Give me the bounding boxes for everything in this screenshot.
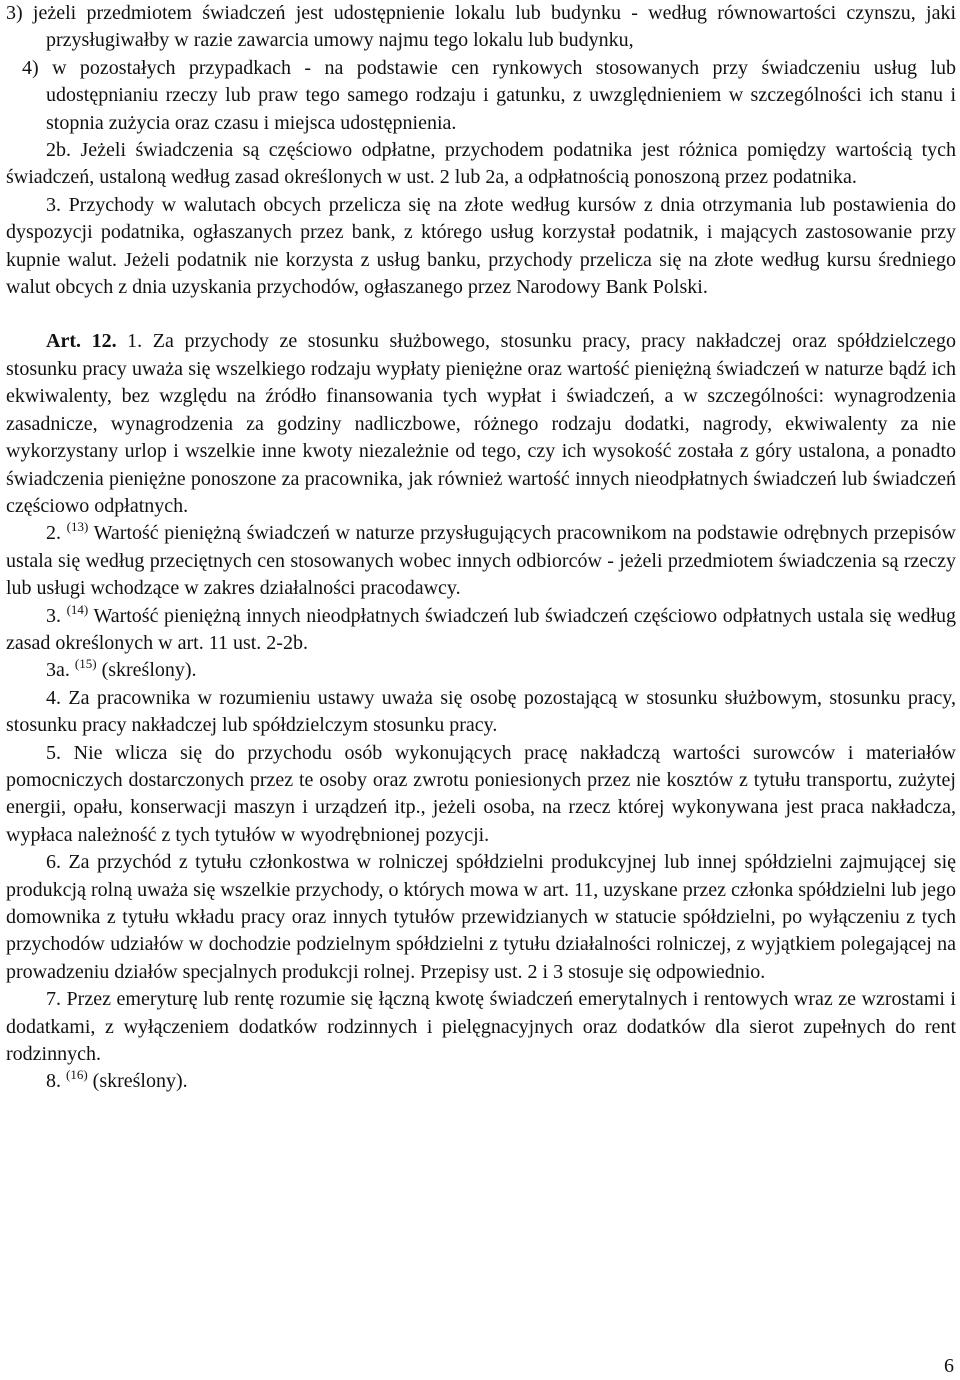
section-2-number: 2.	[46, 522, 61, 545]
section-6-number: 6.	[46, 851, 61, 874]
section-4-text: Za pracownika w rozumieniu ustawy uważa się osobę pozostającą w stosunku służbowym, stosunku pracy, stosunku pracy nakładczej lub spółdzielczym stosunku pracy.	[6, 686, 957, 737]
item-3-number: 3)	[6, 2, 23, 24]
article-12-section-6	[6, 849, 956, 986]
section-8-number: 8.	[46, 1070, 61, 1093]
section-5-number: 5.	[46, 741, 61, 764]
footnote-ref-16[interactable]: (16)	[66, 1067, 88, 1083]
section-6-text: Za przychód z tytułu członkostwa w rolniczej spółdzielni produkcyjnej lub innej spółdzielni zajmującej się produkcją rolną uważa się wszelkie przychody, o których mowa w art. 11, uzyskane przez członka spółdzielni lub jego domownika z tytułu wkładu pracy oraz innych tytułów przewidzianych w statucie spółdzielni, po wyłączeniu z tych przychodów udziałów w dochodzie podzielnym spółdzielni z tytułu działalności rolniczej, z wyjątkiem polegającej na prowadzeniu działów specjalnych produkcji rolnej. Przepisy ust. 2 i 3 stosuje się odpowiednio.	[6, 851, 957, 983]
article-heading: Art. 12.	[46, 330, 117, 353]
item-3	[6, 0, 956, 55]
paragraph-2b	[6, 137, 956, 192]
section-2-text: Wartość pieniężną świadczeń w naturze przysługujących pracownikom na podstawie odrębnych przepisów ustala się według przeciętnych cen stosowanych wobec innych odbiorców - jeżeli przedmiotem świadczenia są rzeczy lub usługi wchodzące w zakres działalności pracodawcy.	[6, 522, 956, 600]
section-3-number: 3.	[46, 604, 61, 627]
section-7-text: Przez emeryturę lub rentę rozumie się łączną kwotę świadczeń emerytalnych i rentowych wraz ze wzrostami i dodatkami, z wyłączeniem dodatków rodzinnych i pielęgnacyjnych oraz dodatków dla sierot zupełnych do rent rodzinnych.	[6, 988, 956, 1066]
paragraph-3-text: Przychody w walutach obcych przelicza się na złote według kursów z dnia otrzymania lub postawienia do dyspozycji podatnika, ogłaszanych przez bank, z którego usług korzystał podatnik, i mających zastosowanie przy kupnie walut. Jeżeli podatnik nie korzysta z usług banku, przychody przelicza się na złote według kursu średniego walut obcych z dnia uzyskania przychodów, ogłaszanego przez Narodowy Bank Polski.	[6, 193, 956, 299]
section-3-text: Wartość pieniężną innych nieodpłatnych świadczeń lub świadczeń częściowo odpłatnych ustala się według zasad określonych w art. 11 ust. 2-2b.	[6, 604, 956, 654]
article-12-section-5	[6, 740, 956, 850]
article-12-section-3	[6, 603, 956, 658]
item-4-number: 4)	[22, 56, 39, 79]
footnote-ref-15[interactable]: (15)	[74, 656, 97, 672]
article-12-section-4	[6, 685, 956, 740]
footnote-ref-14[interactable]: (14)	[66, 601, 89, 617]
article-12-section-7	[6, 986, 956, 1068]
section-3a-number: 3a.	[46, 659, 70, 682]
section-5-text: Nie wlicza się do przychodu osób wykonujących pracę nakładczą wartości surowców i materiałów pomocniczych dostarczonych przez te osoby oraz zwrotu poniesionych przez nie kosztów z tytułu transportu, zużytej energii, opału, konserwacji maszyn i urządzeń itp., jeżeli osoba, na rzecz której wykonywana jest praca nakładcza, wypłaca należność z tych tytułów w wyodrębnionej pozycji.	[6, 741, 957, 846]
section-7-number: 7.	[46, 988, 61, 1011]
item-3-text: jeżeli przedmiotem świadczeń jest udostępnienie lokalu lub budynku - według równowartości czynszu, jaki przysługiwałby w razie zawarcia umowy najmu tego lokalu lub budynku,	[32, 2, 957, 52]
item-4	[6, 55, 956, 137]
paragraph-2b-number: 2b.	[46, 139, 71, 162]
paragraph-2b-text: Jeżeli świadczenia są częściowo odpłatne, przychodem podatnika jest różnica pomiędzy wartością tych świadczeń, ustaloną według zasad określonych w ust. 2 lub 2a, a odpłatnością ponoszoną przez podatnika.	[6, 139, 957, 189]
section-8-text: (skreślony).	[92, 1070, 188, 1093]
section-4-number: 4.	[46, 686, 61, 709]
page-number: 6	[944, 1355, 954, 1377]
paragraph-3-number: 3.	[46, 193, 61, 216]
footnote-ref-13[interactable]: (13)	[66, 519, 89, 535]
section-3a-text: (skreślony).	[101, 659, 197, 682]
section-1-text: Za przychody ze stosunku służbowego, stosunku pracy, pracy nakładczej oraz spółdzielczego stosunku pracy uważa się wszelkiego rodzaju wypłaty pieniężne oraz wartość pieniężną świadczeń w naturze bądź ich ekwiwalenty, bez względu na źródło finansowania tych wypłat i świadczeń, a w szczególności: wynagrodzenia zasadnicze, wynagrodzenia za godziny nadliczbowe, różnego rodzaju dodatki, nagrody, ekwiwalenty za nie wykorzystany urlop i wszelkie inne kwoty niezależnie od tego, czy ich wysokość została z góry ustalona, a ponadto świadczenia pieniężne ponoszone za pracownika, jak również wartość innych nieodpłatnych świadczeń lub świadczeń częściowo odpłatnych.	[6, 330, 957, 517]
item-4-text: w pozostałych przypadkach - na podstawie cen rynkowych stosowanych przy świadczeniu usług lub udostępnianiu rzeczy lub praw tego samego rodzaju i gatunku, z uwzględnieniem w szczególności ich stanu i stopnia zużycia oraz czasu i miejsca udostępnienia.	[46, 56, 957, 134]
article-12-section-3a	[6, 657, 956, 684]
article-12-section-2	[6, 520, 956, 602]
article-12-section-8	[6, 1068, 956, 1095]
article-12-section-1	[6, 328, 956, 520]
paragraph-3	[6, 192, 956, 302]
section-1-number: 1.	[127, 330, 143, 353]
